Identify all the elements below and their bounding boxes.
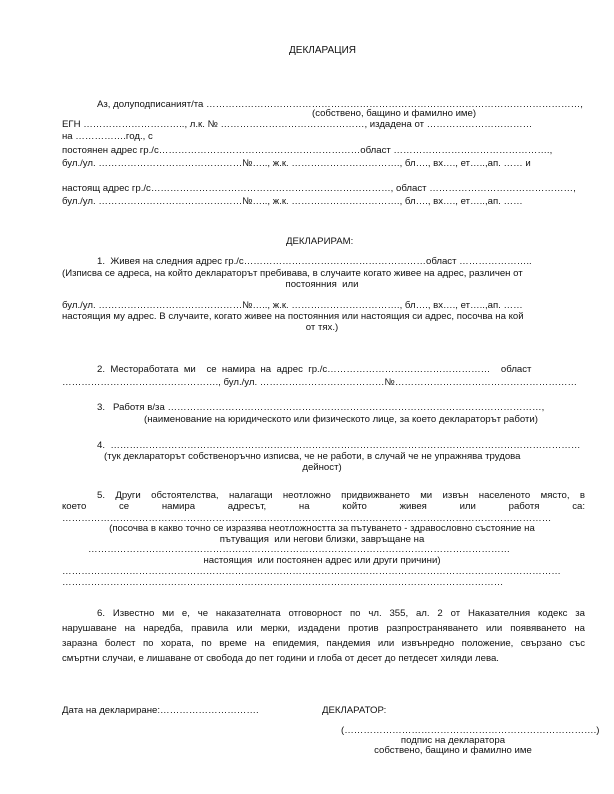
declare-heading: ДЕКЛАРИРАМ: <box>286 236 354 247</box>
item-1-note: настоящия му адрес. В случаите, когато живее на постоянния или настоящия си адрес, посочва на кой <box>62 311 524 322</box>
item-5-line: ………………………………………………………………………………………………………………………… <box>62 577 504 588</box>
issued-date-line: на …………….год., с <box>62 131 153 142</box>
item-1-note: постоянния или <box>285 279 359 290</box>
item-3-line: 3. Работя в/за ………………………………………………………………………………………………………, <box>97 402 545 413</box>
current-address-line: настоящ адрес гр./с…………………………………………………………………, област ………………………………………, <box>62 183 576 194</box>
item-1-line: 1. Живея на следния адрес гр./с…………………………………………………област ………………….. <box>97 256 532 267</box>
item-1-note: от тях.) <box>305 322 339 333</box>
date-of-declaration: Дата на деклариране:…………………………. <box>62 705 259 716</box>
item-6-line: смъртни случаи, е лишаване от свобода до пет години и глоба от десет до петдесет хиляди лева. <box>62 653 499 664</box>
item-1-note: (Изписва се адреса, на който декларатoрът пребивава, в случаите когато живее на адрес, различен от <box>62 268 523 279</box>
egn-id-line: ЕГН ………………………….., л.к. № ………………………………………, издадена от …………………………… <box>62 119 533 130</box>
declarant-name-note: (собствено, бащино и фамилно име) <box>312 108 477 119</box>
permanent-street-line: бул./ул. ………………………………………№….., ж.к. ……………………………., бл…., вх…., ет…..,ап. …… и <box>62 158 531 169</box>
item-4-line: 4. ………………………………………………………………………………………………………………………………… <box>97 440 581 451</box>
signature-line: (…………………………………………………………………….) <box>341 725 600 736</box>
item-2-line: …………………………………………., бул./ул. …………………………………№………………………………………………… <box>62 377 578 388</box>
declarant-label: ДЕКЛАРАТОР: <box>322 705 387 716</box>
item-1-street-line: бул./ул. ………………………………………№….., ж.к. ……………………………., бл…., вх…., ет…..,ап. …… <box>62 300 523 311</box>
item-5-note: настоящия или постоянен адрес или други причини) <box>203 555 441 566</box>
permanent-address-line: постоянен адрес гр./с………………………………………………………област …………………………………………., <box>62 145 553 156</box>
item-5-line: 5. Други обстоятелства, налагащи неотложно придвижването ми извън населеното място, в <box>97 490 585 501</box>
signature-note: подпис на декларатора <box>400 735 506 746</box>
item-4-note: (тук декларатoрът собственоръчно изписва, че не работи, в случай че не упражнява трудова <box>104 451 521 462</box>
item-5-line: ……………………………………………………………………………………………………………………………………… <box>62 513 552 524</box>
item-6-line: нарушаване на наредба, правила или мерки, издадени против разпространяването или появяването на <box>62 623 585 634</box>
declarant-name-line: Аз, долуподписаният/та ………………………………………………………………………………………………………, <box>97 99 583 110</box>
item-2-line: 2. Месторaботата ми се намира на адрес гр./с…………………………………………… област <box>97 364 532 375</box>
item-5-note: (посочва в какво точно се изразява неотложността за пътуването - здравословно състояние на <box>109 523 535 534</box>
document-title: ДЕКЛАРАЦИЯ <box>289 45 356 56</box>
item-5-line: ………………………………………………………………………………………………………………………………………… <box>62 566 561 577</box>
item-5-line: което се намира адресът, на който живея или работя са: <box>62 501 585 512</box>
item-5-note: пътуващия или негови близки, завръщане на <box>219 534 425 545</box>
item-3-note: (наименование на юридическото или физическото лице, за което декларатoрът работи) <box>144 414 538 425</box>
item-6-line: заразна болест по хората, по време на епидемия, пандемия или извънредно положение, свързано със <box>62 638 585 649</box>
item-5-line: …………………………………………………………………………………………………………………… <box>88 544 511 555</box>
current-street-line: бул./ул. ………………………………………№….., ж.к. ……………………………., бл…., вх…., ет…..,ап. …… <box>62 196 523 207</box>
item-6-line: 6. Известно ми е, че наказателната отговорност по чл. 355, ал. 2 от Наказателния кодекс за <box>97 608 585 619</box>
item-4-note: дейност) <box>302 462 342 473</box>
signature-note: собствено, бащино и фамилно име <box>374 745 532 756</box>
